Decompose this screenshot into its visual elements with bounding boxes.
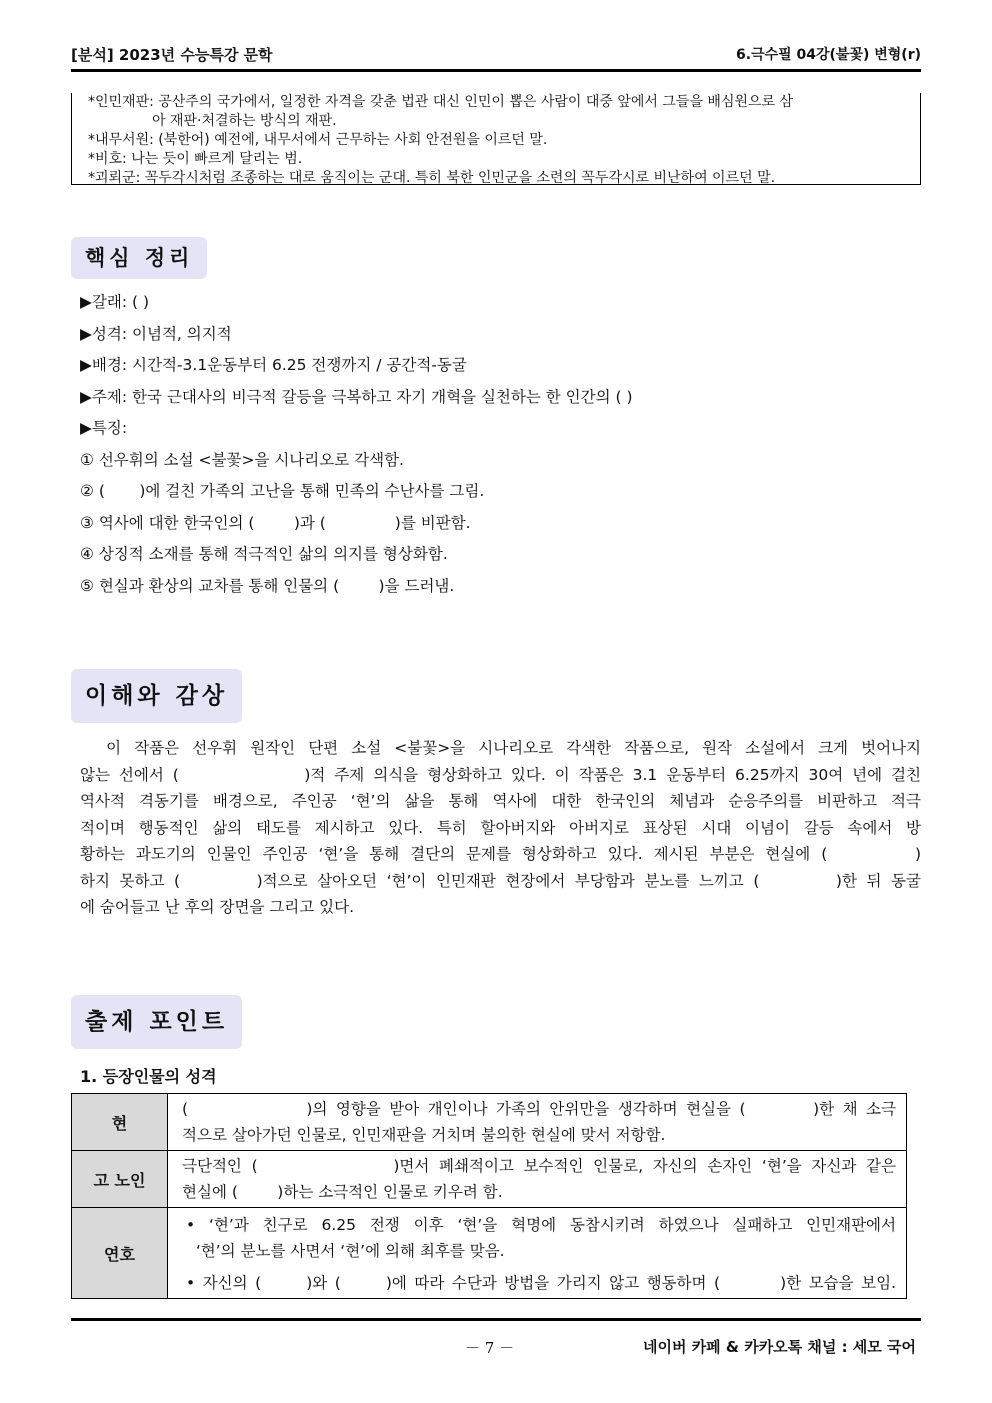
- paragraph-line: 적이며 행동적인 삶의 태도를 제시하고 있다. 특히 할아버지와 아버지로 표상된 시대 이념이 갈등 속에서 방: [80, 818, 921, 837]
- description-line: ( )의 영향을 받아 개인이나 가족의 안위만을 생각하며 현실을 ( )한 채 소극: [182, 1100, 896, 1118]
- paragraph-line: 이 작품은 선우휘 원작인 단편 소설 <불꽃>을 시나리오로 각색한 작품으로, 원작 소설에서 크게 벗어나지: [80, 739, 921, 757]
- key-item-features: ▶특징:: [80, 419, 128, 437]
- character-description: [168, 1094, 907, 1151]
- feature-item: ② ( )에 걸친 가족의 고난을 통해 민족의 수난사를 그림.: [80, 482, 485, 500]
- glossary-item-continuation: 아 재판·처결하는 방식의 재판.: [152, 113, 337, 129]
- character-table: [71, 1093, 907, 1299]
- header-divider: [71, 69, 921, 72]
- glossary-box: [71, 93, 921, 185]
- page-number: － 7 －: [465, 1339, 515, 1357]
- description-line: 적으로 살아가던 인물로, 인민재판을 거치며 불의한 현실에 맞서 저항함.: [182, 1126, 666, 1144]
- section-heading-key: 핵심 정리: [71, 237, 207, 279]
- description-line: 현실에 ( )하는 소극적인 인물로 키우려 함.: [182, 1183, 503, 1201]
- character-description: [168, 1151, 907, 1208]
- characters-heading: 1. 등장인물의 성격: [80, 1067, 217, 1086]
- page-header: [71, 44, 921, 66]
- key-item-character: ▶성격: 이념적, 의지적: [80, 324, 232, 343]
- feature-item: ① 선우휘의 소설 <불꽃>을 시나리오로 각색함.: [80, 450, 404, 469]
- bullet-line: • 자신의 ( )와 ( )에 따라 수단과 방법을 가리지 않고 행동하며 ( )한 모습을 보임.: [186, 1274, 896, 1292]
- footer-divider: [71, 1318, 921, 1321]
- character-name: 고 노인: [72, 1151, 168, 1208]
- paragraph-line: 역사적 격동기를 배경으로, 주인공 ‘현’의 삶을 통해 역사에 대한 한국인의 체념과 순응주의를 비판하고 적극: [80, 792, 921, 810]
- key-item-genre: ▶갈래: ( ): [80, 293, 150, 311]
- paragraph-line: 에 숨어들고 난 후의 장면을 그리고 있다.: [80, 898, 355, 916]
- glossary-item: *인민재판: 공산주의 국가에서, 일정한 자격을 갖춘 법관 대신 인민이 뽑은 사람이 대중 앞에서 그들을 배심원으로 삼: [88, 94, 794, 110]
- character-name: 현: [72, 1094, 168, 1151]
- glossary-item: *괴뢰군: 꼭두각시처럼 조종하는 대로 움직이는 군대. 특히 북한 인민군을 소련의 꼭두각시로 비난하여 이르던 말.: [88, 170, 776, 186]
- character-description: [168, 1208, 907, 1299]
- key-item-setting: ▶배경: 시간적-3.1운동부터 6.25 전쟁까지 / 공간적-동굴: [80, 356, 467, 374]
- header-title: [분석] 2023년 수능특강 문학: [71, 46, 273, 64]
- footer-channel: 네이버 카페 & 카카오톡 채널 : 세모 국어: [643, 1338, 916, 1356]
- table-row: [72, 1208, 907, 1299]
- feature-item: ⑤ 현실과 환상의 교차를 통해 인물의 ( )을 드러냄.: [80, 576, 455, 595]
- table-row: [72, 1151, 907, 1208]
- glossary-item: *내무서원: (북한어) 예전에, 내무서에서 근무하는 사회 안전원을 이르던 말.: [88, 132, 548, 148]
- key-summary-list: [80, 290, 633, 605]
- paragraph-line: 하지 못하고 ( )적으로 살아오던 ‘현’이 인민재판 현장에서 부당함과 분노를 느끼고 ( )한 뒤 동굴: [80, 871, 921, 890]
- bullet-line: • ‘현’과 친구로 6.25 전쟁 이후 ‘현’을 혁명에 동참시키려 하였으나 실패하고 인민재판에서: [186, 1216, 896, 1234]
- paragraph-line: 않는 선에서 ( )적 주제 의식을 형상화하고 있다. 이 작품은 3.1 운동부터 6.25까지 30여 년에 걸친: [80, 765, 921, 784]
- bullet-line: ‘현’의 분노를 사면서 ‘현’에 의해 최후를 맞음.: [186, 1242, 505, 1260]
- feature-item: ④ 상징적 소재를 통해 적극적인 삶의 의지를 형상화함.: [80, 545, 448, 563]
- feature-item: ③ 역사에 대한 한국인의 ( )과 ( )를 비판함.: [80, 513, 471, 532]
- character-name: 연호: [72, 1208, 168, 1299]
- section-heading-appreciation: 이해와 감상: [71, 669, 242, 723]
- appreciation-paragraph: [80, 735, 921, 921]
- key-item-theme: ▶주제: 한국 근대사의 비극적 갈등을 극복하고 자기 개혁을 실천하는 한 인간의 ( ): [80, 387, 633, 406]
- glossary-item: *비호: 나는 듯이 빠르게 달리는 범.: [88, 151, 303, 167]
- table-row: [72, 1094, 907, 1151]
- section-heading-points: 출제 포인트: [71, 995, 242, 1049]
- paragraph-line: 황하는 과도기의 인물인 주인공 ‘현’을 통해 결단의 문제를 형상화하고 있다. 제시된 부분은 현실에 ( ): [80, 845, 921, 863]
- description-line: 극단적인 ( )면서 폐쇄적이고 보수적인 인물로, 자신의 손자인 ‘현’을 자신과 같은: [182, 1157, 896, 1175]
- header-subtitle: 6.극수필 04강(불꽃) 변형(r): [736, 47, 921, 63]
